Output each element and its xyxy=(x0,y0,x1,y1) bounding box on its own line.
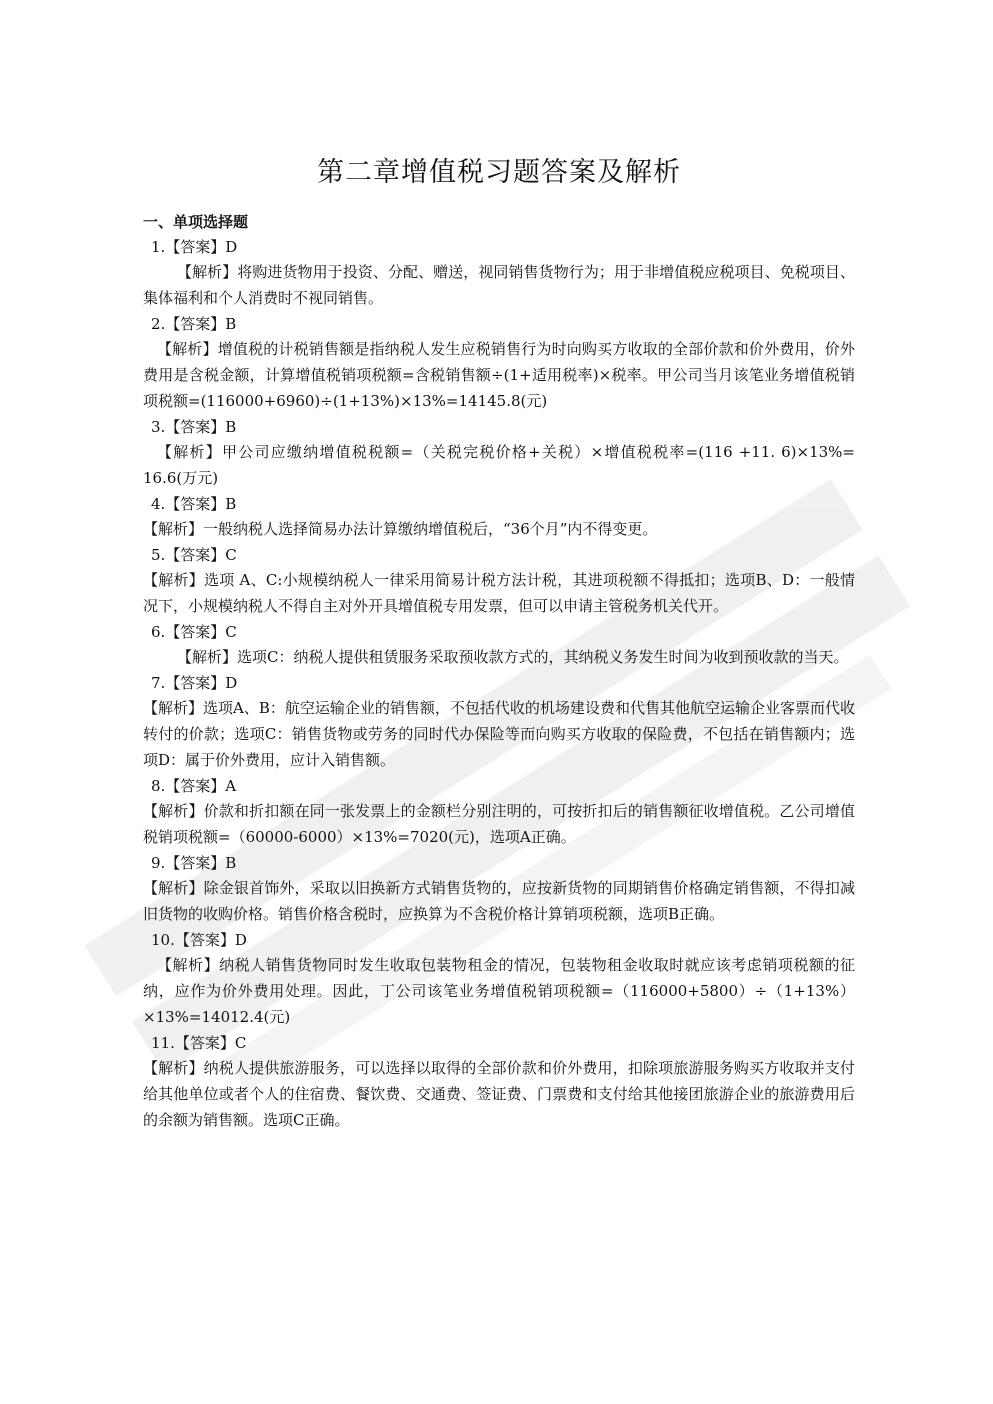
answer-line: 11.【答案】C xyxy=(151,1034,247,1052)
analysis-text: 【解析】甲公司应缴纳增值税税额=（关税完税价格+关税）×增值税税率=(116 +11. 6)×13%= 16.6(万元) xyxy=(143,443,855,487)
answer-line: 4.【答案】B xyxy=(151,495,237,513)
question-2 xyxy=(143,313,855,414)
analysis-text: 【解析】将购进货物用于投资、分配、赠送，视同销售货物行为；用于非增值税应税项目、免税项目、集体福利和个人消费时不视同销售。 xyxy=(143,263,855,307)
answer-line: 6.【答案】C xyxy=(151,623,237,641)
analysis-text: 【解析】一般纳税人选择简易办法计算缴纳增值税后，“36个月”内不得变更。 xyxy=(143,520,658,538)
document-page xyxy=(143,150,855,1135)
analysis-text: 【解析】纳税人销售货物同时发生收取包装物租金的情况，包装物租金收取时就应该考虑销项税额的征纳，应作为价外费用处理。因此，丁公司该笔业务增值税销项税额=（116000+5800）÷（1+13%）×13%=14012.4(元) xyxy=(143,956,855,1026)
analysis-text: 【解析】选项C：纳税人提供租赁服务采取预收款方式的，其纳税义务发生时间为收到预收款的当天。 xyxy=(177,648,849,666)
analysis-text: 【解析】除金银首饰外，采取以旧换新方式销售货物的，应按新货物的同期销售价格确定销售额，不得扣减旧货物的收购价格。销售价格含税时，应换算为不含税价格计算销项税额，选项B正确。 xyxy=(143,879,855,923)
question-7 xyxy=(143,672,855,773)
analysis-text: 【解析】选项A、B：航空运输企业的销售额，不包括代收的机场建设费和代售其他航空运输企业客票而代收转付的价款；选项C：销售货物或劳务的同时代办保险等而向购买方收取的保险费，不包括在销售额内；选项D：属于价外费用，应计入销售额。 xyxy=(143,699,855,769)
answer-line: 9.【答案】B xyxy=(151,854,237,872)
question-9 xyxy=(143,852,855,927)
section-heading: 一、单项选择题 xyxy=(143,213,249,231)
question-10 xyxy=(143,929,855,1030)
answer-line: 1.【答案】D xyxy=(151,238,238,256)
page-title: 第二章增值税习题答案及解析 xyxy=(317,157,681,188)
question-6 xyxy=(143,621,855,670)
analysis-text: 【解析】纳税人提供旅游服务，可以选择以取得的全部价款和价外费用，扣除项旅游服务购买方收取并支付给其他单位或者个人的住宿费、餐饮费、交通费、签证费、门票费和支付给其他接团旅游企业的旅游费用后的余额为销售额。选项C正确。 xyxy=(143,1059,855,1129)
question-1 xyxy=(143,236,855,311)
question-3 xyxy=(143,416,855,491)
analysis-text: 【解析】选项 A、C:小规模纳税人一律采用简易计税方法计税，其进项税额不得抵扣；选项B、D：一般情况下，小规模纳税人不得自主对外开具增值税专用发票，但可以申请主管税务机关代开。 xyxy=(143,571,855,615)
answer-line: 10.【答案】D xyxy=(151,931,247,949)
answer-line: 2.【答案】B xyxy=(151,315,237,333)
answer-line: 8.【答案】A xyxy=(151,777,237,795)
question-8 xyxy=(143,775,855,850)
answer-line: 7.【答案】D xyxy=(151,674,238,692)
answer-line: 3.【答案】B xyxy=(151,418,237,436)
analysis-text: 【解析】价款和折扣额在同一张发票上的金额栏分别注明的，可按折扣后的销售额征收增值税。乙公司增值税销项税额=（60000-6000）×13%=7020(元)，选项A正确。 xyxy=(143,802,855,846)
question-4 xyxy=(143,493,855,542)
analysis-text: 【解析】增值税的计税销售额是指纳税人发生应税销售行为时向购买方收取的全部价款和价外费用，价外费用是含税金额，计算增值税销项税额=含税销售额÷(1+适用税率)×税率。甲公司当月该笔业务增值税销项税额=(116000+6960)÷(1+13%)×13%=14145.8(元) xyxy=(143,340,855,410)
question-5 xyxy=(143,544,855,619)
answer-line: 5.【答案】C xyxy=(151,546,237,564)
question-11 xyxy=(143,1032,855,1133)
